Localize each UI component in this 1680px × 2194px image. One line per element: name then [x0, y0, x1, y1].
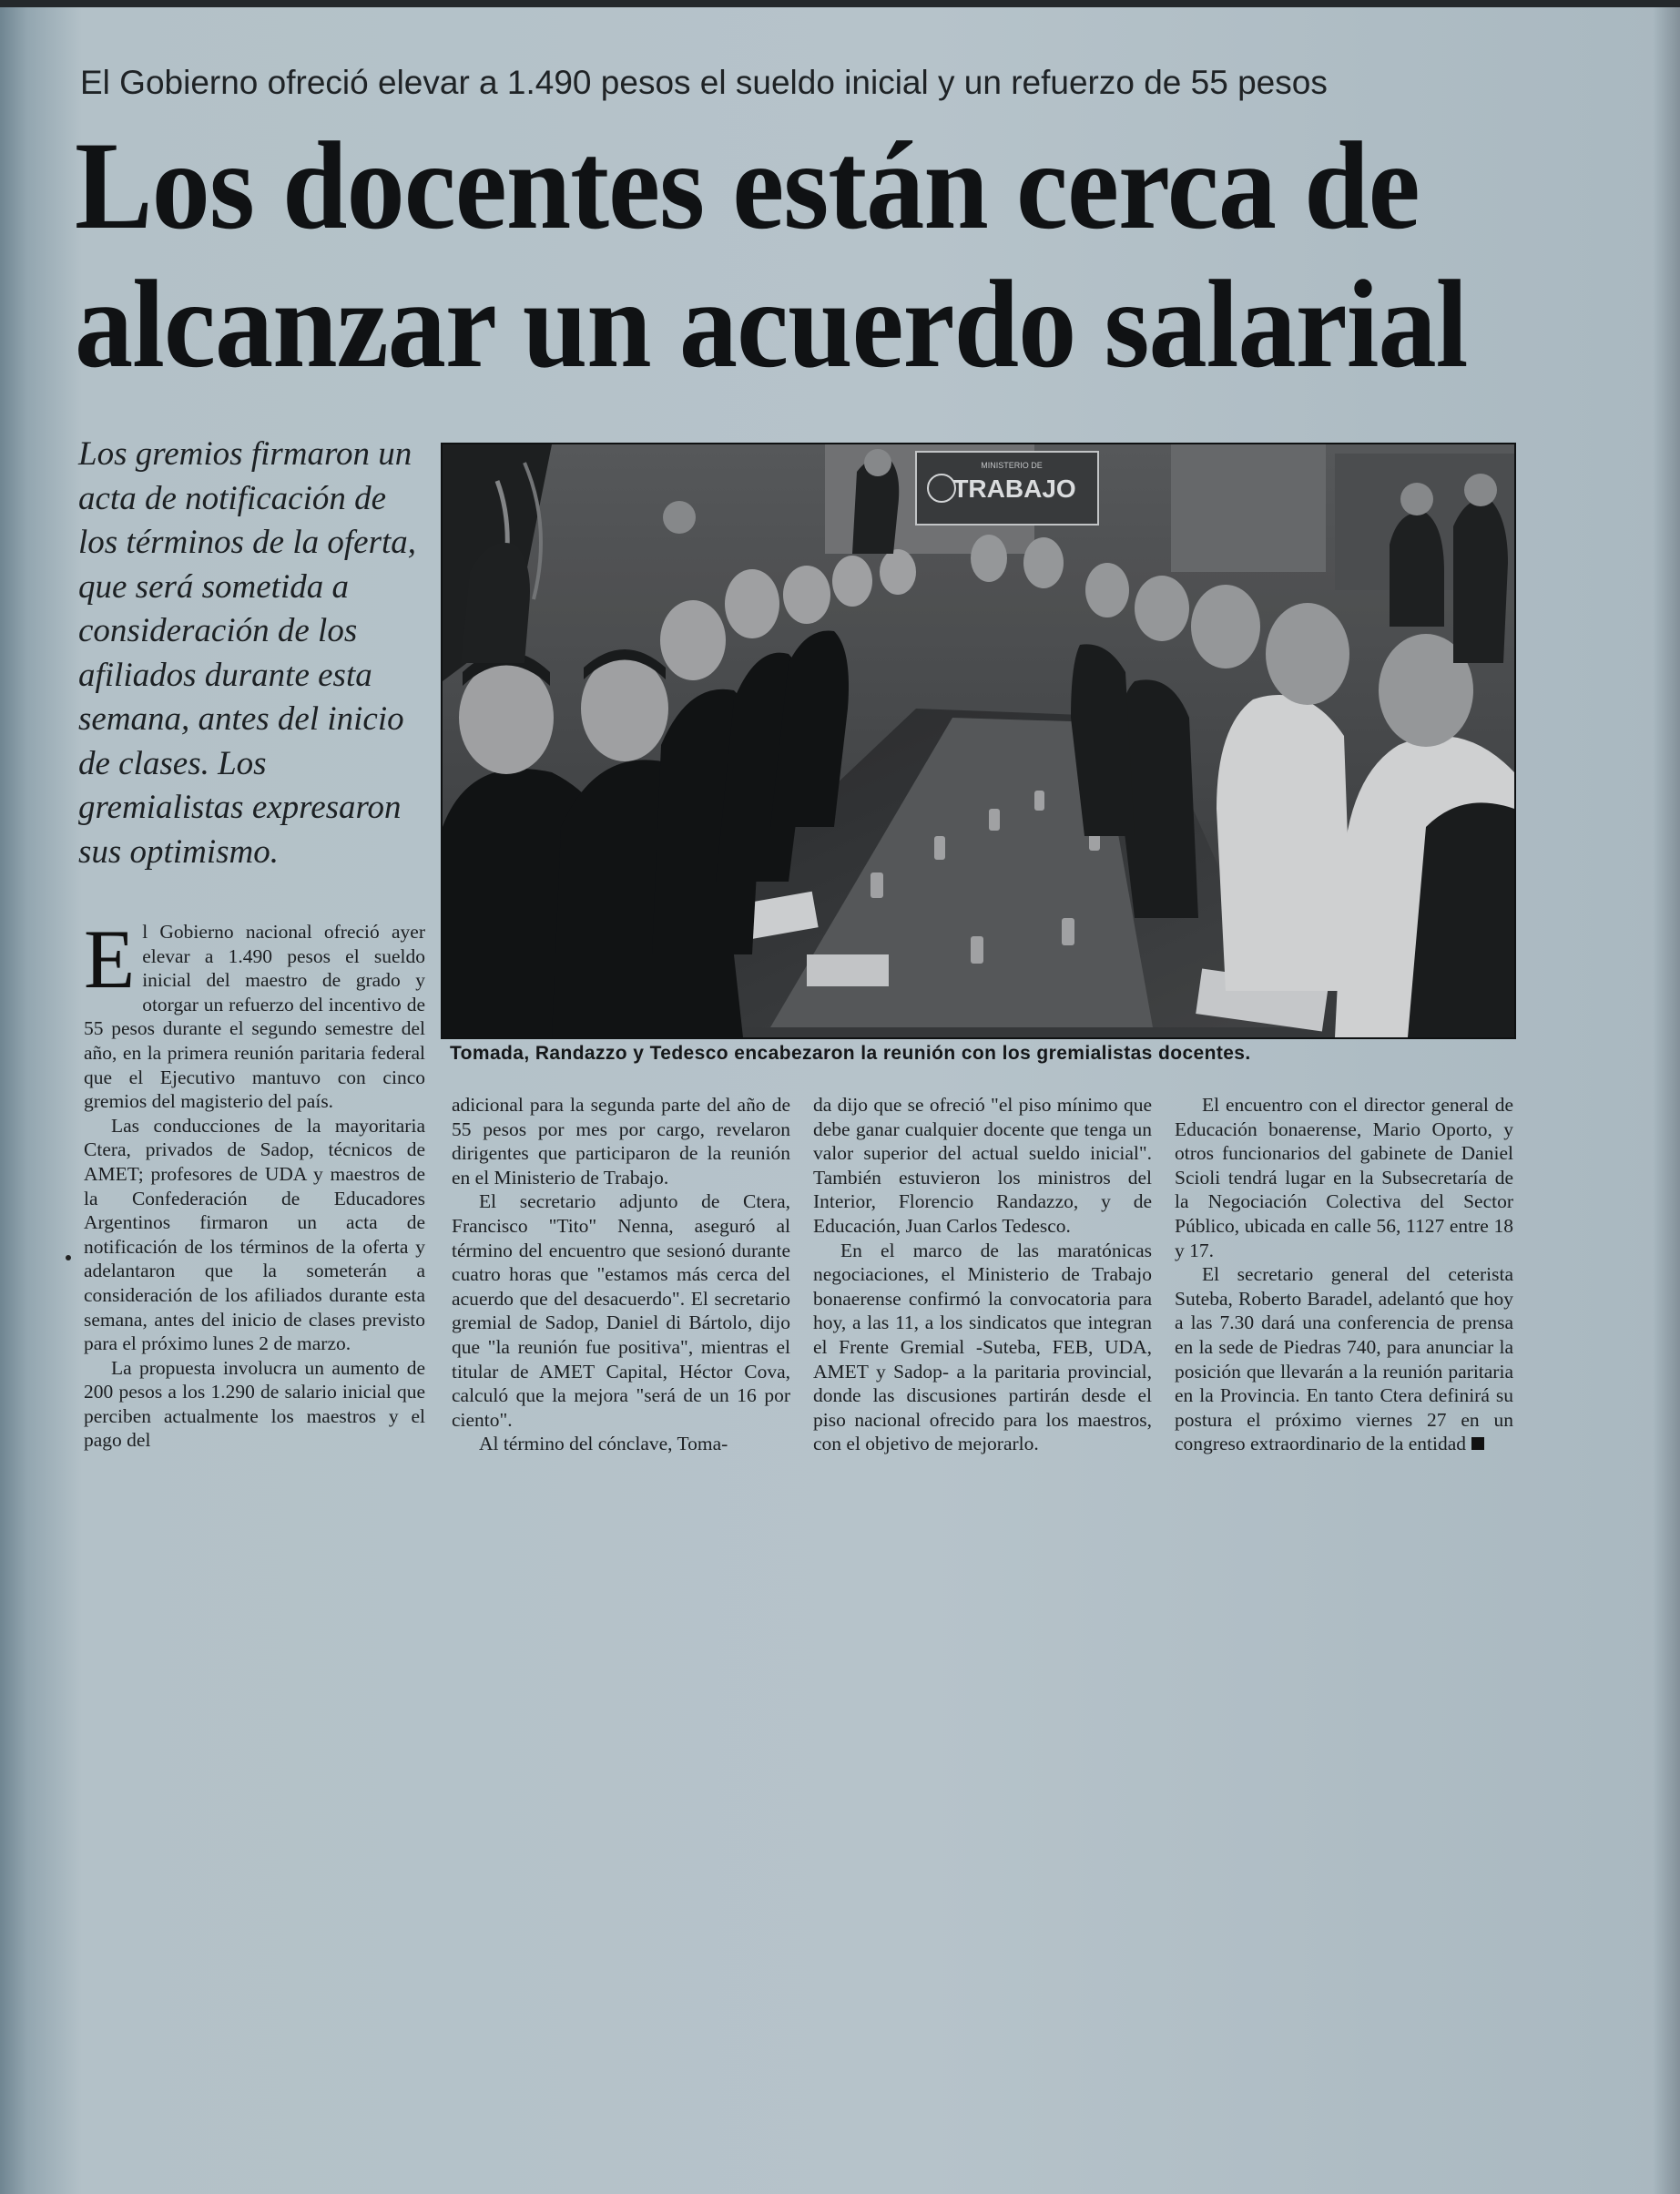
meeting-photo-illustration	[443, 444, 1514, 1037]
drop-cap: E	[84, 913, 136, 1005]
deck-line: afiliados durante esta	[78, 656, 372, 694]
body-paragraph: da dijo que se ofreció "el piso mínimo que debe ganar cualquier docente que tenga un valor superior del actual sueldo inicial". También estuvieron los ministros del Interior, Florencio Randazzo, y de Educación, Juan Carlos Tedesco.	[813, 1094, 1152, 1237]
trabajo-sign-big: TRABAJO	[952, 475, 1076, 503]
body-paragraph	[1175, 1262, 1513, 1456]
body-column-2	[452, 1093, 790, 1456]
body-paragraph	[84, 913, 425, 1114]
deck-line: que será sometida a	[78, 567, 349, 606]
margin-dot	[66, 1255, 71, 1260]
body-paragraph-text: El secretario general del ceterista Suteba, Roberto Baradel, adelantó que hoy a las 7.30 dará una conferencia de prensa en la sede de Piedras 740, para anunciar la posición que llevarán a la reunión paritaria en la Provincia. En tanto Ctera definirá su postura el próximo viernes 27 en un congreso extraordinario de la entidad	[1175, 1263, 1513, 1455]
body-paragraph: Las conducciones de la mayoritaria Ctera, privados de Sadop, técnicos de AMET; profesores de UDA y maestros de la Confederación de Educadores Argentinos firmaron un acta de notificación de los términos de la oferta y adelantaron que la someterán a consideración de los afiliados durante esta semana, antes del inicio de clases previsto para el próximo lunes 2 de marzo.	[84, 1114, 425, 1355]
deck-line: sus optimismo.	[78, 832, 279, 871]
deck-line: gremialistas expresaron	[78, 789, 402, 826]
meeting-photo	[441, 443, 1516, 1039]
headline-line-2: alcanzar un acuerdo salarial	[75, 254, 1468, 393]
top-border	[0, 0, 1680, 7]
body-paragraph: Al término del cónclave, Toma-	[479, 1433, 728, 1455]
body-paragraph: El secretario adjunto de Ctera, Francisco "Tito" Nenna, aseguró al término del encuentro que sesionó durante cuatro horas que "estamos más cerca del acuerdo que del desacuerdo". El secretario gremial de Sadop, Daniel di Bártolo, dijo que "la reunión fue positiva", mientras el titular de AMET Capital, Héctor Cova, calculó que la mejora "será de un 16 por ciento".	[452, 1190, 790, 1431]
body-paragraph: La propuesta involucra un aumento de 200 pesos a los 1.290 de salario inicial que perciben actualmente los maestros y el pago del	[84, 1356, 425, 1452]
body-paragraph-text: l Gobierno nacional ofreció ayer elevar a 1.490 pesos el sueldo inicial del maestro de grado y otorgar un refuerzo del incentivo de 55 pesos durante el segundo semestre del año, en la primera reunión paritaria federal que el Ejecutivo mantuvo con cinco gremios del magisterio del país.	[84, 921, 425, 1113]
trabajo-sign-small: MINISTERIO DE	[981, 461, 1043, 470]
page-edge-shadow	[1653, 0, 1680, 2194]
deck-line: acta de notificación de	[78, 479, 387, 517]
deck-line: de clases. Los	[78, 744, 267, 782]
body-paragraph: En el marco de las maratónicas negociaciones, el Ministerio de Trabajo bonaerense confirmó la convocatoria para hoy, a las 11, a los sindicatos que integran el Frente Gremial -Suteba, FEB, UDA, AMET y Sadop- a la paritaria provincial, donde las discusiones partirán desde el piso nacional ofrecido para los maestros, con el objetivo de mejorarlo.	[813, 1239, 1152, 1455]
photo-caption: Tomada, Randazzo y Tedesco encabezaron la reunión con los gremialistas docentes.	[450, 1043, 1251, 1064]
body-column-4	[1175, 1093, 1513, 1456]
kicker: El Gobierno ofreció elevar a 1.490 pesos el sueldo inicial y un refuerzo de 55 pesos	[80, 64, 1328, 101]
body-paragraph: El encuentro con el director general de Educación bonaerense, Mario Oporto, y otros funcionarios del gabinete de Daniel Scioli tendrá lugar en la Subsecretaría de la Negociación Colectiva del Sector Público, ubicada en calle 56, 1127 entre 18 y 17.	[1175, 1094, 1513, 1261]
deck-line: consideración de los	[78, 612, 358, 649]
end-mark-icon	[1471, 1437, 1484, 1450]
deck-line: los términos de la oferta,	[78, 524, 417, 561]
body-column-1	[84, 913, 425, 1453]
deck-line: Los gremios firmaron un	[78, 435, 412, 473]
deck	[78, 433, 424, 874]
headline-line-1: Los docentes están cerca de	[75, 116, 1420, 255]
headline	[75, 117, 1514, 393]
body-paragraph: adicional para la segunda parte del año de 55 pesos por mes por cargo, revelaron dirigentes que participaron de la reunión en el Ministerio de Trabajo.	[452, 1094, 790, 1189]
body-column-3	[813, 1093, 1152, 1456]
deck-line: semana, antes del inicio	[78, 700, 404, 738]
